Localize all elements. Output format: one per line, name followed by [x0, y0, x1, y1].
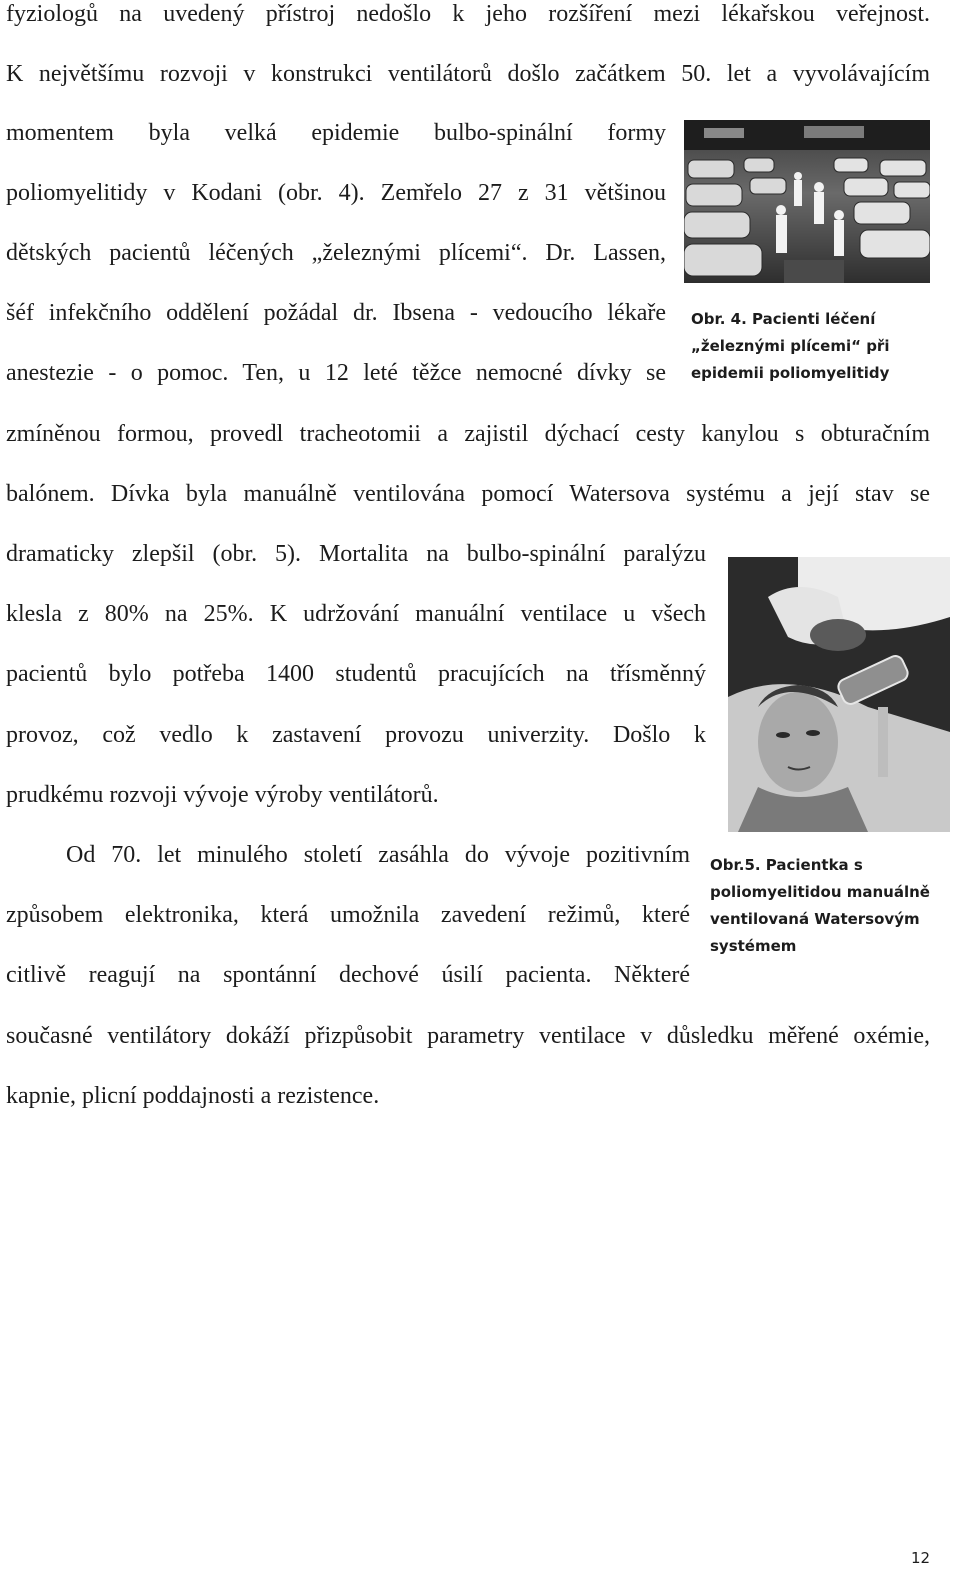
paragraph-line: poliomyelitidy v Kodani (obr. 4). Zemřelo 27 z 31 většinou: [6, 180, 666, 206]
iron-lung-ward-photo: [684, 120, 930, 283]
paragraph-line: dětských pacientů léčených „železnými plícemi“. Dr. Lassen,: [6, 240, 666, 266]
paragraph-line: K největšímu rozvoji v konstrukci ventilátorů došlo začátkem 50. let a vyvolávajícím: [6, 61, 930, 87]
paragraph-line: Od 70. let minulého století zasáhla do vývoje pozitivním: [66, 842, 690, 868]
paragraph-line: anestezie - o pomoc. Ten, u 12 leté těžce nemocné dívky se: [6, 360, 666, 386]
paragraph-line: kapnie, plicní poddajnosti a rezistence.: [6, 1083, 380, 1109]
figure-4-caption-line: Obr. 4. Pacienti léčení: [691, 310, 876, 328]
paragraph-line: fyziologů na uvedený přístroj nedošlo k jeho rozšíření mezi lékařskou veřejnost.: [6, 1, 930, 27]
paragraph-line: dramaticky zlepšil (obr. 5). Mortalita na bulbo-spinální paralýzu: [6, 541, 706, 567]
paragraph-line: citlivě reagují na spontánní dechové úsilí pacienta. Některé: [6, 962, 690, 988]
paragraph-line: prudkému rozvoji vývoje výroby ventilátorů.: [6, 782, 439, 808]
paragraph-line: klesla z 80% na 25%. K udržování manuální ventilace u všech: [6, 601, 706, 627]
figure-4-caption-line: epidemii poliomyelitidy: [691, 364, 890, 382]
paragraph-line: momentem byla velká epidemie bulbo-spinální formy: [6, 120, 666, 146]
paragraph-line: způsobem elektronika, která umožnila zavedení režimů, které: [6, 902, 690, 928]
paragraph-line: provoz, což vedlo k zastavení provozu univerzity. Došlo k: [6, 722, 706, 748]
paragraph-line: pacientů bylo potřeba 1400 studentů pracujících na třísměnný: [6, 661, 706, 687]
figure-5-caption-line: systémem: [710, 937, 797, 955]
figure-4-caption-line: „železnými plícemi“ při: [691, 337, 890, 355]
paragraph-line: balónem. Dívka byla manuálně ventilována pomocí Watersova systému a její stav se: [6, 481, 930, 507]
paragraph-line: zmíněnou formou, provedl tracheotomii a zajistil dýchací cesty kanylou s obturačním: [6, 421, 930, 447]
page-number: 12: [911, 1549, 931, 1567]
figure-5-caption-line: Obr.5. Pacientka s: [710, 856, 863, 874]
manual-ventilation-photo: [728, 557, 950, 832]
figure-5-caption-line: ventilovaná Watersovým: [710, 910, 920, 928]
paragraph-line: současné ventilátory dokáží přizpůsobit parametry ventilace v důsledku měřené oxémie,: [6, 1023, 930, 1049]
figure-5-caption-line: poliomyelitidou manuálně: [710, 883, 930, 901]
paragraph-line: šéf infekčního oddělení požádal dr. Ibsena - vedoucího lékaře: [6, 300, 666, 326]
